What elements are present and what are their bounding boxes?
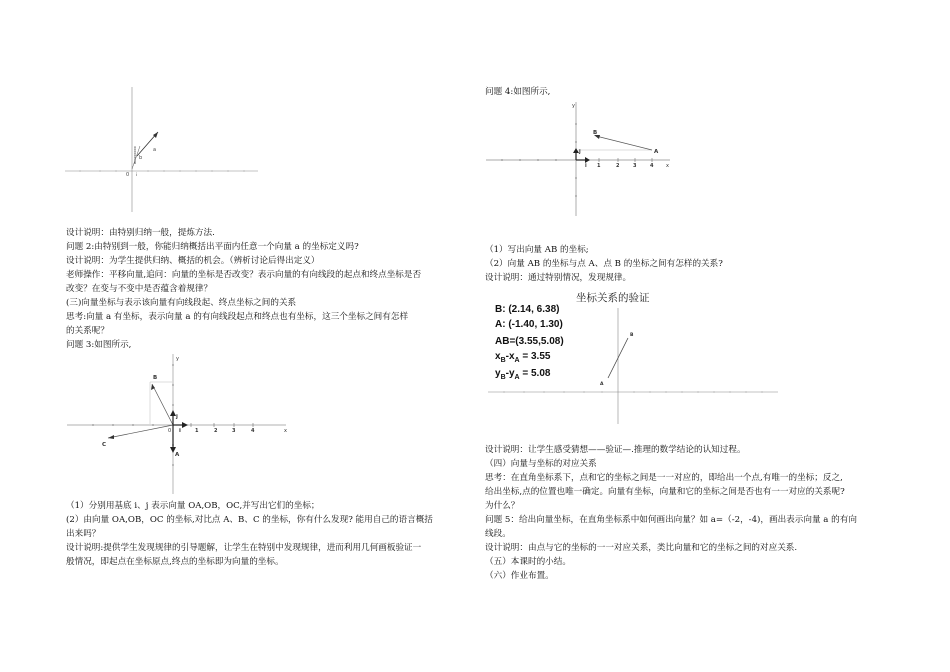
verify-label-a: A (600, 382, 604, 387)
q3-item-2-line-2: 出来吗？ (66, 529, 101, 539)
q3-item-1: （1）分别用基底 i、j 表示向量 OA,OB，OC,并写出它们的坐标； (66, 501, 320, 511)
verify-x-difference: $x_B-x_A = 3.55$ (495, 351, 551, 364)
fig3-tick-4: 4 (650, 163, 654, 169)
x-sub-b: B (500, 357, 506, 364)
y-sub-b: B (500, 374, 506, 381)
x-sub-a: A (514, 357, 520, 364)
fig3-tick-2: 2 (616, 163, 620, 169)
fig3-tick-3: 3 (633, 163, 637, 169)
x-diff-value: = 3.55 (519, 351, 551, 362)
design-note-3-line-1: 设计说明:提供学生发现规律的引导题解，让学生在特别中发现规律，进而利用几何画板验证一 (66, 543, 422, 553)
think2-line-1: 思考：在直角坐标系下，点和它的坐标之间是一一对应的，即给出一个点,有唯一的坐标；反之, (485, 473, 843, 483)
question-2: 问题 2:由特别到一般，你能归纳概括出平面内任意一个向量 a 的坐标定义吗? (66, 242, 359, 252)
q4-item-2: （2）向量 AB 的坐标与点 A、点 B 的坐标之间有怎样的关系? (485, 259, 723, 269)
section-4-heading: （四）向量与坐标的对应关系 (485, 459, 597, 469)
fig2-label-o: 0 (168, 428, 172, 434)
think-line-1: 思考:向量 a 有坐标，表示向量 a 的有向线段起点和终点也有坐标，这三个坐标之间有怎样 (66, 312, 409, 322)
fig2-label-i: i (179, 428, 181, 434)
fig2-tick-1: 1 (195, 428, 199, 434)
fig3-label-x: x (666, 163, 669, 169)
figure-vector-ab-points (484, 100, 674, 218)
fig2-tick-4: 4 (251, 428, 255, 434)
question-3: 问题 3:如图所示, (66, 340, 132, 350)
fig3-label-j: j (579, 149, 581, 155)
fig1-label-i: i (136, 173, 138, 178)
q4-item-1: （1）写出向量 AB 的坐标; (485, 245, 589, 255)
verify-y-difference: $y_B-y_A = 5.08$ (495, 368, 551, 381)
question-5-line-2: 线段。 (485, 529, 511, 539)
design-note-1: 设计说明：由特别归纳一般，提炼方法. (66, 228, 215, 238)
fig2-tick-3: 3 (232, 428, 236, 434)
verify-label-b: B (630, 333, 634, 338)
verify-title: 坐标关系的验证 (576, 292, 650, 304)
fig1-label-a: a (153, 147, 157, 153)
y-diff-value: = 5.08 (519, 368, 551, 379)
fig2-label-y: y (176, 356, 179, 362)
fig3-label-a: A (654, 149, 659, 155)
verify-a-coordinate: A: (-1.40, 1.30) (495, 319, 563, 330)
figure-vectors-oa-ob-oc (62, 352, 292, 496)
verify-ab-coordinate: AB=(3.55,5.08) (495, 336, 564, 347)
section-3-heading: (三)向量坐标与表示该向量有向线段起、终点坐标之间的关系 (66, 298, 297, 308)
fig2-label-x: x (284, 428, 287, 434)
teacher-operation-line-2: 改变？在变与不变中是否蕴含着规律？ (66, 284, 213, 294)
design-note-4: 设计说明：通过特别情况，发现规律。 (485, 273, 632, 283)
fig3-tick-1: 1 (597, 163, 601, 169)
fig2-label-a: A (175, 452, 180, 458)
fig3-label-b: B (593, 130, 598, 136)
question-4: 问题 4:如图所示, (485, 87, 551, 97)
verify-b-coordinate: B: (2.14, 6.38) (495, 304, 560, 315)
fig1-label-b: b (139, 155, 143, 161)
fig1-label-o: 0 (126, 172, 130, 178)
teacher-operation-line-1: 老师操作：平移向量,追问：向量的坐标是否改变？表示向量的有向线段的起点和终点坐标是否 (66, 270, 422, 280)
design-note-5: 设计说明：让学生感受猜想——验证—.推理的数学结论的认知过程。 (485, 445, 746, 455)
q3-item-2-line-1: (2）由向量 OA,OB，OC 的坐标,对比点 A、B、C 的坐标，你有什么发现? 能用自己的语言概括 (66, 515, 433, 525)
section-5-heading: （五）本课时的小结。 (485, 557, 571, 567)
think2-line-3: 为什么？ (485, 501, 520, 511)
design-note-6: 设计说明：由点与它的坐标的一一对应关系，类比向量和它的坐标之间的对应关系. (485, 543, 798, 553)
design-note-3-line-2: 般情况，即起点在坐标原点,终点的坐标即为向量的坐标。 (66, 557, 284, 567)
fig3-label-y: y (572, 103, 575, 109)
figure-vector-ab (60, 84, 260, 214)
fig2-label-c: C (102, 442, 107, 448)
question-5-line-1: 问题 5：给出向量坐标，在直角坐标系中如何画出向量？如 a=（-2，-4)，画出表示向量 a 的有向 (485, 515, 857, 525)
design-note-2: 设计说明：为学生提供归纳、概括的机会。（辨析讨论后得出定义） (66, 256, 320, 266)
fig3-label-i: i (585, 163, 587, 169)
fig2-tick-2: 2 (214, 428, 218, 434)
fig2-label-b: B (153, 375, 158, 381)
think2-line-2: 给出坐标,点的位置也唯一确定。向量有坐标，向量和它的坐标之间是否也有一一对应的关系呢? (485, 487, 845, 497)
think-line-2: 的关系呢？ (66, 326, 109, 336)
fig2-label-j: j (176, 414, 178, 420)
y-sub-a: A (514, 374, 520, 381)
section-6-heading: （六）作业布置。 (485, 571, 554, 581)
